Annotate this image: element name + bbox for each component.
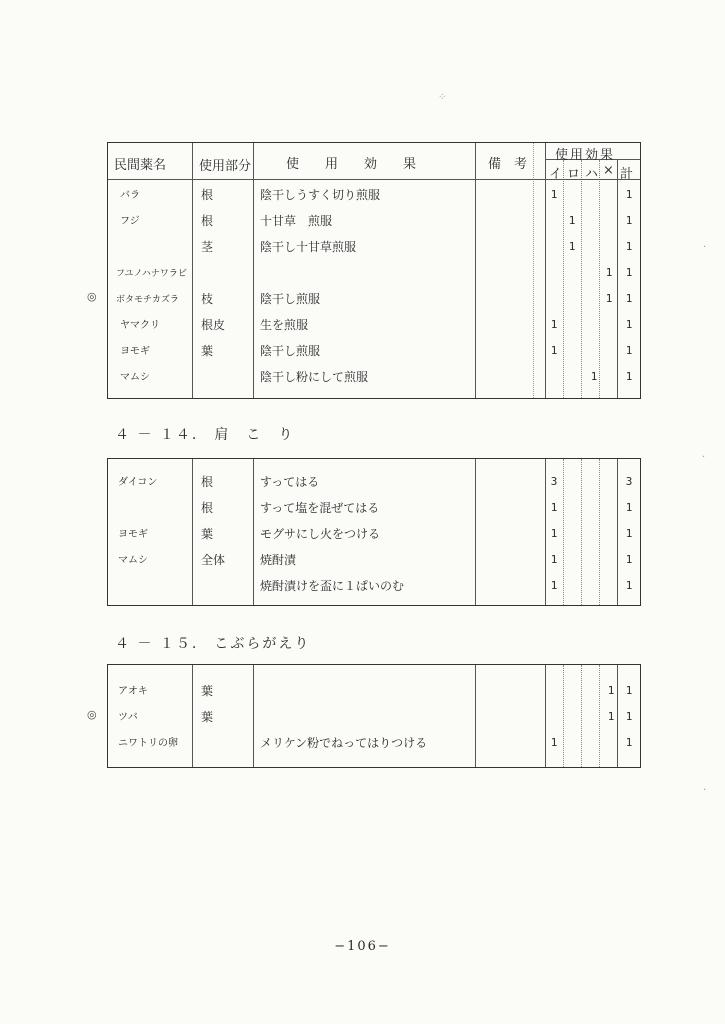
header-part: 使用部分: [199, 159, 252, 174]
remedy-table-2: ダイコン 根 すってはる 3 3 根 すって塩を混ぜてはる 1 1 ヨモギ 葉 モグサにし火をつける 1 1 マムシ 全体 焼酎漬 1 1 焼酎漬けを盃に１ぱいのむ 1 1: [107, 458, 641, 606]
section-title-4-14: ４ － １４. 肩 こ り: [115, 427, 295, 443]
double-circle-mark: ◎: [87, 708, 97, 721]
page-number: −106−: [334, 939, 391, 954]
paper-speck: ·: [702, 452, 706, 463]
header-sub-ro: ロ: [567, 167, 581, 182]
paper-speck: ·: [703, 242, 707, 253]
header-name: 民間薬名: [114, 158, 167, 173]
header-sub-i: イ: [549, 167, 563, 182]
remedy-table-1: 民間薬名 使用部分 使 用 効 果 備 考 使用効果 イ ロ ハ × 計 バラ 根 陰干しうすく切り煎服 1 1 フジ 根 十甘草 煎服 1 1 茎 陰干し十甘草煎服 1 1 フユノハナワラビ 1 1 ボタモチカズラ 枝 陰干し煎服 1 1 ヤマクリ 根皮 生を煎服 1 1 ヨモギ 葉 陰干し煎服 1 1 マムシ 陰干し粉にして煎服 1 1: [107, 142, 641, 399]
section-title-4-15: ４ － １５. こぶらがえり: [115, 636, 311, 652]
note-guide-line: [533, 143, 534, 398]
header-sub-ha: ハ: [585, 167, 599, 182]
remedy-table-3: アオキ 葉 1 1 ツバ 葉 1 1 ニワトリの卵 メリケン粉でねってはりつける 1 1: [107, 664, 641, 768]
header-sub-x: ×: [603, 163, 614, 178]
header-sub-total: 計: [620, 167, 634, 182]
header-note: 備 考: [488, 157, 528, 172]
header-effect: 使 用 効 果: [286, 157, 417, 172]
double-circle-mark: ◎: [87, 290, 97, 303]
paper-speck: ·: [703, 785, 707, 796]
header-effect-group: 使用効果: [555, 148, 616, 163]
paper-speck: ⁘: [438, 92, 447, 103]
